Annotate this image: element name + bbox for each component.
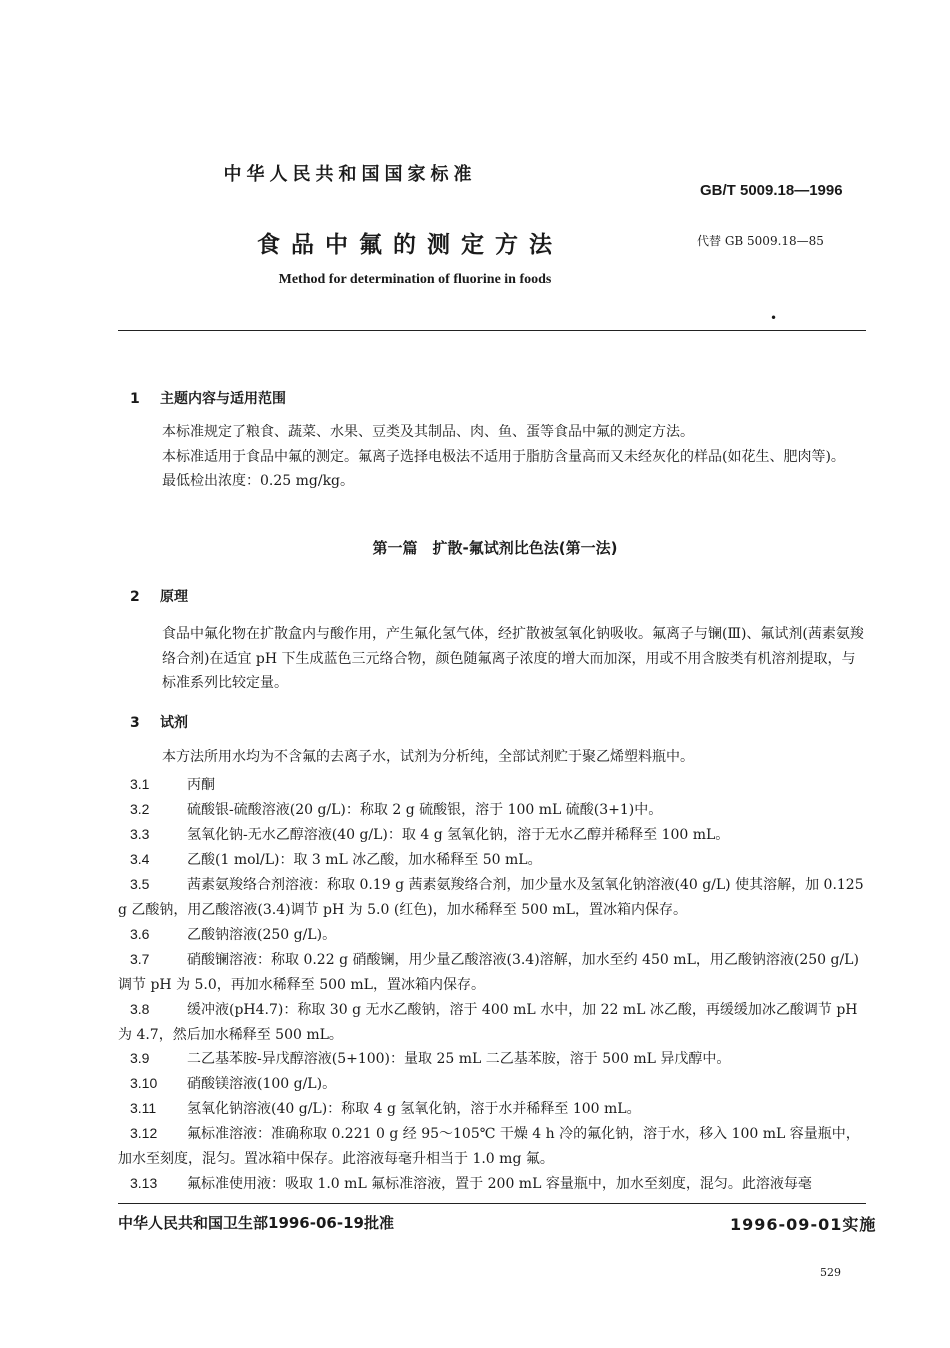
part-heading: 第一篇 扩散-氟试剂比色法(第一法) (372, 539, 618, 557)
item-text: 氢氧化钠-无水乙醇溶液(40 g/L)：取 4 g 氢氧化钠，溶于无水乙醇并稀释至 100 mL。 (187, 827, 730, 843)
paragraph: 本方法所用水均为不含氟的去离子水，试剂为分析纯，全部试剂贮于聚乙烯塑料瓶中。 (162, 749, 694, 765)
approval-line: 中华人民共和国卫生部1996-06-19批准 (118, 1214, 394, 1232)
reagent-item (130, 822, 866, 848)
standard-number: GB/T 5009.18—1996 (700, 182, 843, 199)
reagent-item (130, 922, 866, 948)
reagent-item (130, 797, 866, 823)
header-rule (118, 330, 866, 331)
section-number: 1 (130, 391, 140, 407)
item-number: 3.12 (130, 1125, 158, 1141)
item-number: 3.2 (130, 801, 150, 817)
english-title: Method for determination of fluorine in foods (278, 272, 552, 287)
paragraph: 食品中氟化物在扩散盒内与酸作用，产生氟化氢气体，经扩散被氢氧化钠吸收。氟离子与镧(Ⅲ)、氟试剂(茜素氨羧络合剂)在适宜 pH 下生成蓝色三元络合物，颜色随氟离子浓度的增大而加深，用或不用含胺类有机溶剂提取，与标准系列比较定量。 (162, 626, 864, 691)
section-2-heading (130, 586, 188, 606)
page-number: 529 (820, 1266, 841, 1279)
item-text: 乙酸钠溶液(250 g/L)。 (187, 927, 337, 943)
item-number: 3.4 (130, 851, 150, 867)
item-text: 茜素氨羧络合剂溶液：称取 0.19 g 茜素氨羧络合剂，加少量水及氢氧化钠溶液(40 g/L) 使其溶解，加 0.125 g 乙酸钠，用乙酸溶液(3.4)调节 pH 为 5.0 (红色)，加水稀释至 500 mL，置冰箱内保存。 (118, 877, 864, 918)
item-text: 乙酸(1 mol/L)：取 3 mL 冰乙酸，加水稀释至 50 mL。 (187, 852, 542, 868)
item-number: 3.8 (130, 1001, 150, 1017)
item-text: 丙酮 (187, 777, 215, 793)
item-text: 二乙基苯胺-异戊醇溶液(5+100)：量取 25 mL 二乙基苯胺，溶于 500 mL 异戊醇中。 (187, 1051, 731, 1067)
item-number: 3.5 (130, 876, 150, 892)
reagent-item (130, 1071, 866, 1097)
reagent-item (130, 1046, 866, 1072)
reagent-item (130, 1096, 866, 1122)
reagent-item (130, 847, 866, 873)
section-title: 原理 (160, 589, 188, 605)
paragraph: 最低检出浓度：0.25 mg/kg。 (162, 473, 355, 489)
item-number: 3.13 (130, 1175, 158, 1191)
implementation-date: 1996-09-01实施 (730, 1215, 877, 1234)
section-2-body (118, 622, 866, 696)
item-number: 3.3 (130, 826, 150, 842)
item-text: 硝酸镧溶液：称取 0.22 g 硝酸镧，用少量乙酸溶液(3.4)溶解，加水至约 450 mL，用乙酸钠溶液(250 g/L)调节 pH 为 5.0，再加水稀释至 500 mL，置冰箱内保存。 (118, 952, 859, 993)
page-mark: • (770, 311, 778, 325)
item-number: 3.7 (130, 951, 150, 967)
item-text: 氟标准使用液：吸取 1.0 mL 氟标准溶液，置于 200 mL 容量瓶中，加水至刻度，混匀。此溶液每毫 (187, 1176, 812, 1192)
item-text: 缓冲液(pH4.7)：称取 30 g 无水乙酸钠，溶于 400 mL 水中，加 22 mL 冰乙酸，再缓缓加冰乙酸调节 pH 为 4.7，然后加水稀释至 500 mL。 (118, 1002, 858, 1043)
item-text: 氢氧化钠溶液(40 g/L)：称取 4 g 氢氧化钠，溶于水并稀释至 100 mL。 (187, 1101, 641, 1117)
item-text: 硫酸银-硫酸溶液(20 g/L)：称取 2 g 硫酸银，溶于 100 mL 硫酸(3+1)中。 (187, 802, 663, 818)
item-number: 3.10 (130, 1075, 158, 1091)
section-number: 3 (130, 715, 140, 731)
reagent-item (118, 997, 866, 1047)
reagent-item (130, 1171, 866, 1195)
section-title: 试剂 (160, 715, 188, 731)
section-title: 主题内容与适用范围 (160, 391, 286, 407)
item-text: 氟标准溶液：准确称取 0.221 0 g 经 95～105℃ 干燥 4 h 冷的氟化钠，溶于水，移入 100 mL 容量瓶中，加水至刻度，混匀。置冰箱中保存。此溶液每毫升相当于 1.0 mg 氟。 (118, 1126, 860, 1167)
reagent-item (118, 872, 866, 922)
footer-rule (118, 1203, 866, 1204)
reagent-item (118, 947, 866, 997)
item-text: 硝酸镁溶液(100 g/L)。 (187, 1076, 337, 1092)
document-title: 食品中氟的测定方法 (257, 232, 563, 258)
item-number: 3.11 (130, 1100, 157, 1116)
reagent-item (118, 1121, 866, 1171)
section-3-heading (130, 712, 188, 732)
reagent-item (130, 772, 866, 798)
item-number: 3.6 (130, 926, 150, 942)
paragraph: 本标准适用于食品中氟的测定。氟离子选择电极法不适用于脂肪含量高而又未经灰化的样品(如花生、肥肉等)。 (162, 448, 845, 465)
national-standard-heading: 中华人民共和国国家标准 (223, 164, 477, 185)
replaces-standard: 代替 GB 5009.18—85 (697, 234, 824, 248)
section-number: 2 (130, 589, 140, 605)
item-number: 3.1 (130, 776, 150, 792)
section-1-heading (130, 388, 286, 408)
paragraph: 本标准规定了粮食、蔬菜、水果、豆类及其制品、肉、鱼、蛋等食品中氟的测定方法。 (162, 424, 694, 440)
section-1-body (118, 420, 866, 494)
section-3-intro (118, 745, 866, 770)
item-number: 3.9 (130, 1050, 150, 1066)
